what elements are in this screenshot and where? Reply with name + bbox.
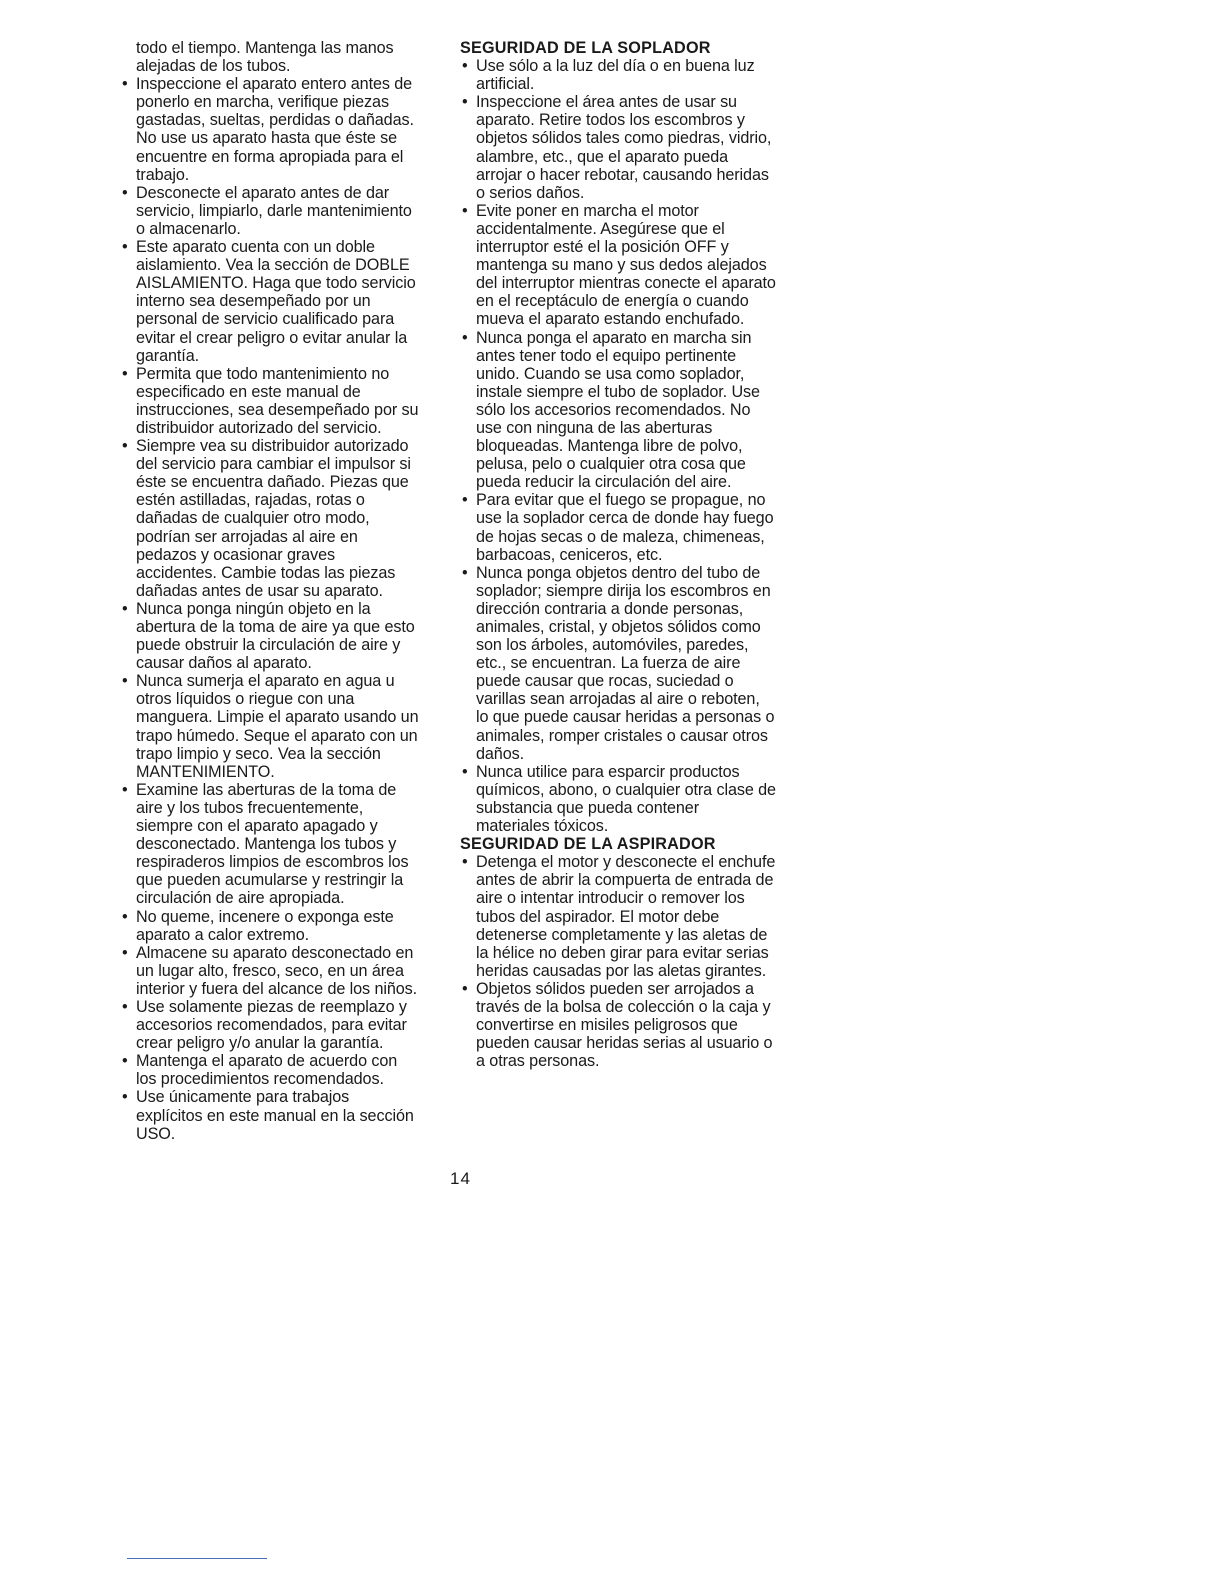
list-item: • Nunca sumerja el aparato en agua u otros líquidos o riegue con una manguera. Limpie el aparato usando un trapo húmedo. Seque el aparato con un trapo limpio y seco. Vea la sección MANTENIMIENTO. [120, 672, 420, 781]
list-item: • Desconecte el aparato antes de dar servicio, limpiarlo, darle mantenimiento o almacenarlo. [120, 184, 420, 238]
list-item: • Permita que todo mantenimiento no especificado en este manual de instrucciones, sea desempeñado por su distribuidor autorizado del servicio. [120, 365, 420, 437]
list-item: • Detenga el motor y desconecte el enchufe antes de abrir la compuerta de entrada de aire o intentar introducir o remover los tubos del aspirador. El motor debe detenerse completamente y las aletas de la hélice no deben girar para evitar serias heridas causadas por las aletas girantes. [460, 853, 776, 980]
list-item: • Nunca utilice para esparcir productos químicos, abono, o cualquier otra clase de substancia que pueda contener materiales tóxicos. [460, 763, 776, 835]
list-item: • Para evitar que el fuego se propague, no use la soplador cerca de donde hay fuego de hojas secas o de maleza, chimeneas, barbacoas, ceniceros, etc. [460, 491, 776, 563]
list-item: • Nunca ponga ningún objeto en la abertura de la toma de aire ya que esto puede obstruir la circulación de aire y causar daños al aparato. [120, 600, 420, 672]
list-item: • Nunca ponga el aparato en marcha sin antes tener todo el equipo pertinente unido. Cuando se usa como soplador, instale siempre el tubo de soplador. Use sólo los accesorios recomendados. No use con ninguna de las aberturas bloqueadas. Mantenga libre de polvo, pelusa, pelo o cualquier otra cosa que pueda reducir la circulación del aire. [460, 329, 776, 492]
list-item: • Almacene su aparato desconectado en un lugar alto, fresco, seco, en un área interior y fuera del alcance de los niños. [120, 944, 420, 998]
list-item: • No queme, incenere o exponga este aparato a calor extremo. [120, 908, 420, 944]
blower-safety-heading: SEGURIDAD DE LA SOPLADOR [460, 39, 711, 57]
blower-bullet-list [460, 57, 776, 835]
lead-paragraph: todo el tiempo. Mantenga las manos alejadas de los tubos. [136, 39, 394, 76]
page-number: 14 [450, 1169, 471, 1188]
list-item: • Este aparato cuenta con un doble aislamiento. Vea la sección de DOBLE AISLAMIENTO. Haga que todo servicio interno sea desempeñado por un personal de servicio cualificado para evitar el crear peligro o evitar anular la garantía. [120, 238, 420, 365]
footer-rule [127, 1558, 267, 1559]
list-item: • Use sólo a la luz del día o en buena luz artificial. [460, 57, 776, 93]
vacuum-bullet-list [460, 853, 776, 1070]
list-item: • Use solamente piezas de reemplazo y accesorios recomendados, para evitar crear peligro y/o anular la garantía. [120, 998, 420, 1052]
left-bullet-list [120, 75, 420, 1143]
list-item: • Evite poner en marcha el motor accidentalmente. Asegúrese que el interruptor esté el la posición OFF y mantenga su mano y sus dedos alejados del interruptor mientras conecte el aparato en el receptáculo de energía o cuando mueva el aparato estando enchufado. [460, 202, 776, 329]
list-item: • Use únicamente para trabajos explícitos en este manual en la sección USO. [120, 1088, 420, 1142]
list-item: • Objetos sólidos pueden ser arrojados a través de la bolsa de colección o la caja y convertirse en misiles peligrosos que pueden causar heridas serias al usuario o a otras personas. [460, 980, 776, 1070]
list-item: • Examine las aberturas de la toma de aire y los tubos frecuentemente, siempre con el aparato apagado y desconectado. Mantenga los tubos y respiraderos limpios de escombros los que pueden acumularse y restringir la circulación de aire apropiada. [120, 781, 420, 908]
list-item: • Nunca ponga objetos dentro del tubo de soplador; siempre dirija los escombros en dirección contraria a donde personas, animales, cristal, y objetos sólidos como son los árboles, automóviles, paredes, etc., se encuentran. La fuerza de aire puede causar que rocas, suciedad o varillas sean arrojadas al aire o reboten, lo que puede causar heridas a personas o animales, romper cristales o causar otros daños. [460, 564, 776, 763]
list-item: • Siempre vea su distribuidor autorizado del servicio para cambiar el impulsor si éste se encuentra dañado. Piezas que estén astilladas, rajadas, rotas o dañadas de cualquier otro modo, podrían ser arrojadas al aire en pedazos y ocasionar graves accidentes. Cambie todas las piezas dañadas antes de usar su aparato. [120, 437, 420, 600]
list-item: • Mantenga el aparato de acuerdo con los procedimientos recomendados. [120, 1052, 420, 1088]
vacuum-safety-heading: SEGURIDAD DE LA ASPIRADOR [460, 835, 716, 854]
list-item: • Inspeccione el aparato entero antes de ponerlo en marcha, verifique piezas gastadas, sueltas, perdidas o dañadas. No use us aparato hasta que éste se encuentre en forma apropiada para el trabajo. [120, 75, 420, 184]
list-item: • Inspeccione el área antes de usar su aparato. Retire todos los escombros y objetos sólidos tales como piedras, vidrio, alambre, etc., que el aparato pueda arrojar o hacer rebotar, causando heridas o serios daños. [460, 93, 776, 202]
left-column [120, 39, 420, 1143]
right-column [460, 39, 776, 1070]
